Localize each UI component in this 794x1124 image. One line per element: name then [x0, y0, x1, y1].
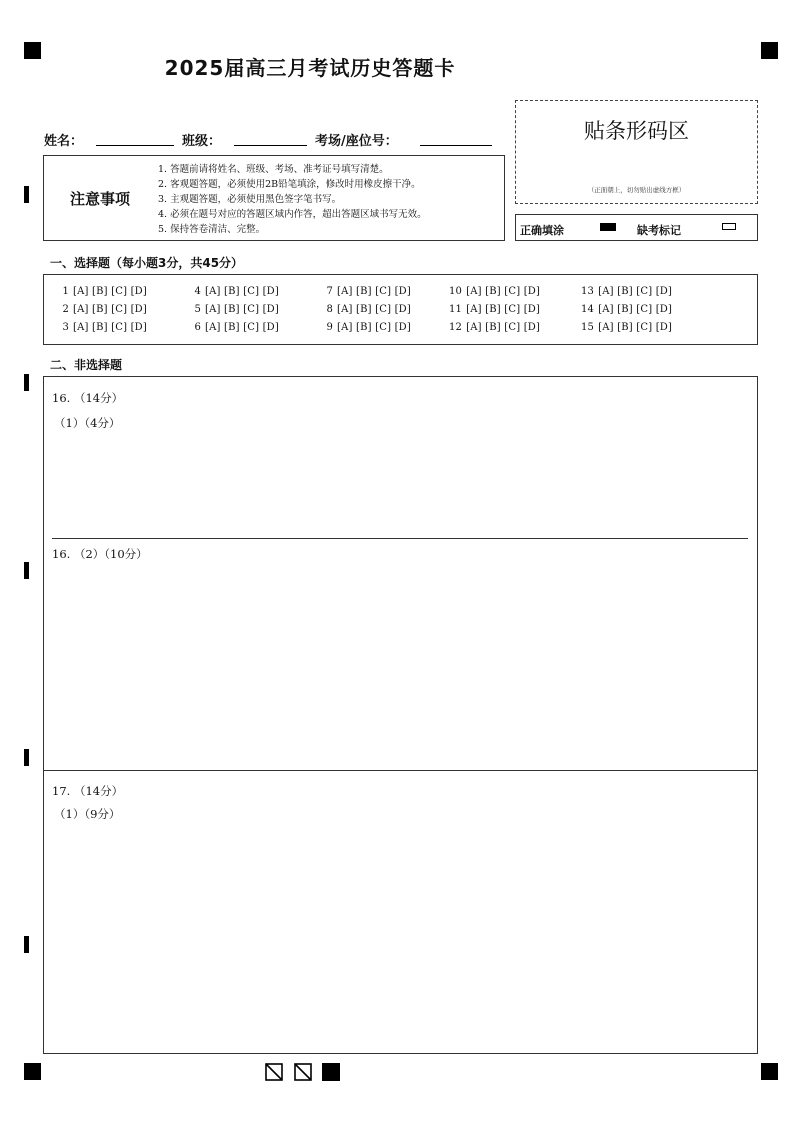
free-response-answer-area[interactable] [43, 376, 758, 1054]
choice-answer-grid [43, 274, 758, 345]
q16-part1-label: （1）（4分） [54, 416, 121, 430]
choice-item[interactable] [449, 286, 540, 297]
notice-item: 3. 主观题答题，必须使用黑色签字笔书写。 [158, 194, 342, 205]
answer-options[interactable]: [A] [B] [C] [D] [466, 322, 541, 333]
question-number: 9 [326, 322, 333, 333]
answer-options[interactable]: [A] [B] [C] [D] [73, 286, 147, 297]
answer-options[interactable]: [A] [B] [C] [D] [598, 286, 673, 297]
question-number: 7 [326, 286, 333, 297]
timing-mark [24, 186, 29, 203]
choice-item[interactable] [57, 322, 147, 333]
choice-item[interactable] [321, 322, 411, 333]
barcode-title: 贴条形码区 [584, 119, 689, 143]
registration-marker-bottom-left [24, 1063, 41, 1080]
name-label: 姓名： [44, 134, 84, 149]
question-number: 4 [194, 286, 201, 297]
question-number: 3 [62, 322, 69, 333]
room-seat-label: 考场/座位号： [315, 134, 398, 149]
absent-mark-label: 缺考标记 [637, 224, 681, 237]
question-number: 1 [62, 286, 69, 297]
choice-item[interactable] [581, 286, 672, 297]
choice-item[interactable] [189, 304, 279, 315]
answer-options[interactable]: [A] [B] [C] [D] [205, 286, 279, 297]
answer-options[interactable]: [A] [B] [C] [D] [337, 304, 411, 315]
notice-list [158, 162, 427, 237]
section-choice-heading: 一、选择题（每小题3分，共45分） [50, 256, 244, 270]
class-field[interactable] [234, 145, 307, 146]
answer-divider [52, 538, 748, 539]
choice-item[interactable] [57, 304, 147, 315]
question-number: 2 [62, 304, 69, 315]
barcode-area [515, 100, 758, 204]
question-number: 14 [581, 304, 595, 315]
question-number: 6 [194, 322, 201, 333]
question-number: 10 [449, 286, 463, 297]
question-number: 11 [449, 304, 463, 315]
answer-options[interactable]: [A] [B] [C] [D] [73, 304, 147, 315]
question-number: 5 [194, 304, 201, 315]
choice-item[interactable] [189, 322, 279, 333]
answer-options[interactable]: [A] [B] [C] [D] [598, 304, 673, 315]
question-number: 12 [449, 322, 463, 333]
question-number: 15 [581, 322, 595, 333]
timing-mark [24, 936, 29, 953]
answer-options[interactable]: [A] [B] [C] [D] [337, 322, 411, 333]
choice-item[interactable] [321, 286, 411, 297]
room-seat-field[interactable] [420, 145, 492, 146]
question-number: 8 [326, 304, 333, 315]
filled-box-icon [322, 1063, 340, 1081]
choice-item[interactable] [189, 286, 279, 297]
question-divider [44, 770, 757, 771]
page-title: 2025届高三月考试历史答题卡 [164, 56, 456, 80]
fill-legend [515, 214, 758, 241]
q17-part1-label: （1）（9分） [54, 807, 121, 821]
question-number: 13 [581, 286, 595, 297]
notice-item: 5. 保持答卷清洁、完整。 [158, 224, 266, 235]
answer-options[interactable]: [A] [B] [C] [D] [598, 322, 673, 333]
name-field[interactable] [96, 145, 174, 146]
slash-box-icon [265, 1063, 283, 1081]
answer-options[interactable]: [A] [B] [C] [D] [205, 322, 279, 333]
correct-fill-label: 正确填涂 [520, 224, 564, 237]
choice-item[interactable] [449, 304, 540, 315]
q16-part2-label: 16. （2）（10分） [52, 547, 148, 561]
answer-options[interactable]: [A] [B] [C] [D] [466, 304, 541, 315]
choice-item[interactable] [581, 322, 672, 333]
timing-mark [24, 374, 29, 391]
notice-title: 注意事项 [69, 189, 130, 208]
answer-options[interactable]: [A] [B] [C] [D] [205, 304, 279, 315]
correct-fill-sample [600, 223, 616, 231]
class-label: 班级： [182, 134, 222, 149]
choice-item[interactable] [321, 304, 411, 315]
q16-header: 16. （14分） [52, 391, 124, 405]
choice-item[interactable] [57, 286, 147, 297]
slash-box-icon [294, 1063, 312, 1081]
section-free-response-heading: 二、非选择题 [50, 358, 123, 372]
absent-mark-checkbox[interactable] [722, 223, 736, 230]
timing-mark [24, 749, 29, 766]
answer-options[interactable]: [A] [B] [C] [D] [73, 322, 147, 333]
notice-item: 4. 必须在题号对应的答题区域内作答，超出答题区域书写无效。 [158, 209, 427, 220]
timing-mark [24, 562, 29, 579]
q17-header: 17. （14分） [52, 784, 124, 798]
registration-marker-top-right [761, 42, 778, 59]
notice-item: 2. 客观题答题，必须使用2B铅笔填涂，修改时用橡皮擦干净。 [158, 179, 421, 190]
notice-box [43, 155, 505, 241]
choice-item[interactable] [581, 304, 672, 315]
answer-options[interactable]: [A] [B] [C] [D] [466, 286, 541, 297]
choice-item[interactable] [449, 322, 540, 333]
barcode-note: （正面朝上，切勿贴出虚线方框） [587, 186, 686, 194]
registration-marker-bottom-right [761, 1063, 778, 1080]
answer-options[interactable]: [A] [B] [C] [D] [337, 286, 411, 297]
notice-item: 1. 答题前请将姓名、班级、考场、准考证号填写清楚。 [158, 164, 389, 175]
